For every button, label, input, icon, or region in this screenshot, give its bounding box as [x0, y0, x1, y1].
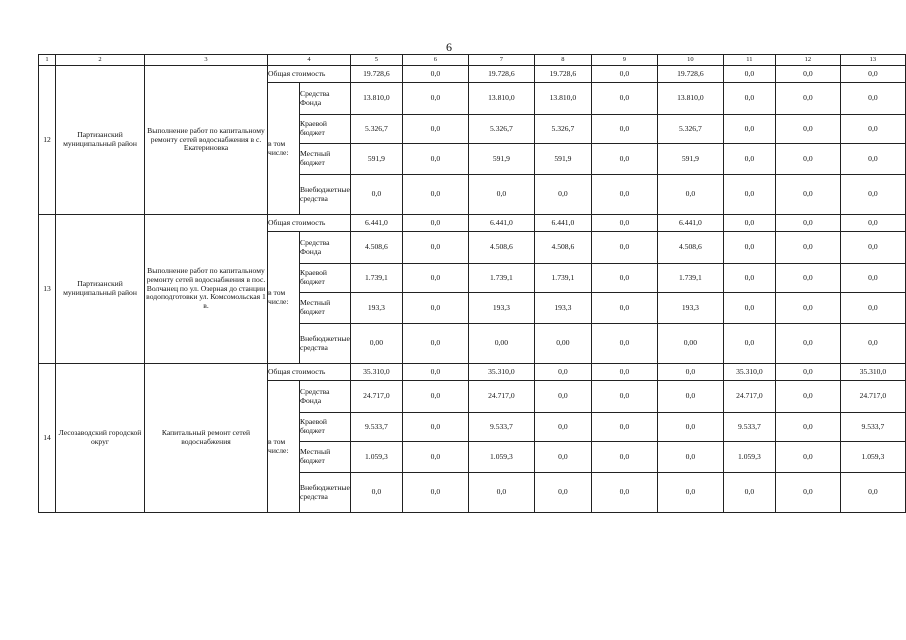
value-cell: 24.717,0	[350, 381, 402, 413]
header-cell: 12	[775, 55, 840, 66]
value-cell: 0,00	[350, 324, 402, 364]
value-cell: 0,0	[775, 83, 840, 115]
value-cell: 0,0	[723, 215, 775, 232]
value-cell: 0,0	[723, 264, 775, 293]
value-cell: 0,0	[723, 66, 775, 83]
value-cell: 1.059,3	[840, 442, 905, 473]
value-cell: 0,0	[534, 175, 591, 215]
row-number: 13	[39, 215, 56, 364]
source-label: Местный бюджет	[300, 442, 351, 473]
value-cell: 0,0	[534, 413, 591, 442]
value-cell: 0,0	[723, 293, 775, 324]
source-label: Краевой бюджет	[300, 115, 351, 144]
source-label: Внебюджетные средства	[300, 324, 351, 364]
value-cell: 4.508,6	[350, 232, 402, 264]
value-cell: 0,0	[402, 232, 468, 264]
value-cell: 591,9	[534, 144, 591, 175]
value-cell: 0,0	[402, 215, 468, 232]
value-cell: 0,0	[402, 175, 468, 215]
value-cell: 193,3	[468, 293, 534, 324]
value-cell: 0,0	[402, 293, 468, 324]
value-cell: 0,0	[840, 215, 905, 232]
value-cell: 0,0	[591, 264, 657, 293]
header-cell: 2	[56, 55, 145, 66]
value-cell: 4.508,6	[468, 232, 534, 264]
value-cell: 0,0	[591, 381, 657, 413]
value-cell: 0,0	[723, 115, 775, 144]
value-cell: 0,0	[657, 442, 723, 473]
value-cell: 9.533,7	[840, 413, 905, 442]
value-cell: 19.728,6	[534, 66, 591, 83]
value-cell: 0,0	[402, 364, 468, 381]
value-cell: 13.810,0	[468, 83, 534, 115]
value-cell: 0,0	[591, 473, 657, 513]
value-cell: 0,0	[723, 175, 775, 215]
value-cell: 4.508,6	[534, 232, 591, 264]
source-label: Средства Фонда	[300, 381, 351, 413]
municipality-name: Партизанский муниципальный район	[56, 66, 145, 215]
value-cell: 591,9	[350, 144, 402, 175]
value-cell: 0,0	[402, 324, 468, 364]
value-cell: 0,0	[402, 264, 468, 293]
header-cell: 10	[657, 55, 723, 66]
header-cell: 9	[591, 55, 657, 66]
value-cell: 24.717,0	[723, 381, 775, 413]
work-description: Выполнение работ по капитальному ремонту сетей водоснабжения в пос. Волчанец по ул. Озерная до станции водоподготовки ул. Комсомольская 1 в.	[145, 215, 268, 364]
value-cell: 6.441,0	[350, 215, 402, 232]
value-cell: 1.059,3	[723, 442, 775, 473]
value-cell: 0,0	[402, 473, 468, 513]
value-cell: 5.326,7	[657, 115, 723, 144]
value-cell: 0,0	[591, 175, 657, 215]
value-cell: 0,0	[534, 473, 591, 513]
value-cell: 0,0	[534, 442, 591, 473]
value-cell: 0,0	[840, 175, 905, 215]
header-cell: 8	[534, 55, 591, 66]
value-cell: 0,0	[840, 264, 905, 293]
value-cell: 0,0	[468, 175, 534, 215]
value-cell: 0,0	[723, 83, 775, 115]
value-cell: 0,0	[840, 293, 905, 324]
value-cell: 6.441,0	[468, 215, 534, 232]
including-label: в том числе:	[268, 381, 300, 513]
header-cell: 7	[468, 55, 534, 66]
value-cell: 5.326,7	[534, 115, 591, 144]
value-cell: 9.533,7	[350, 413, 402, 442]
value-cell: 0,0	[591, 413, 657, 442]
source-label: Местный бюджет	[300, 144, 351, 175]
value-cell: 0,0	[402, 83, 468, 115]
value-cell: 9.533,7	[723, 413, 775, 442]
value-cell: 0,0	[775, 175, 840, 215]
value-cell: 19.728,6	[657, 66, 723, 83]
value-cell: 0,0	[840, 232, 905, 264]
table-row	[39, 364, 906, 381]
value-cell: 1.739,1	[350, 264, 402, 293]
funding-table	[38, 54, 906, 513]
value-cell: 0,0	[775, 413, 840, 442]
value-cell: 0,0	[350, 473, 402, 513]
value-cell: 0,0	[591, 115, 657, 144]
value-cell: 0,0	[402, 66, 468, 83]
value-cell: 0,0	[657, 381, 723, 413]
total-cost-label: Общая стоимость	[268, 364, 351, 381]
value-cell: 0,0	[591, 144, 657, 175]
value-cell: 1.059,3	[350, 442, 402, 473]
value-cell: 193,3	[657, 293, 723, 324]
value-cell: 13.810,0	[350, 83, 402, 115]
header-row	[39, 55, 906, 66]
value-cell: 6.441,0	[657, 215, 723, 232]
value-cell: 0,0	[402, 115, 468, 144]
value-cell: 0,0	[840, 83, 905, 115]
source-label: Внебюджетные средства	[300, 473, 351, 513]
value-cell: 0,0	[775, 144, 840, 175]
value-cell: 0,0	[591, 215, 657, 232]
value-cell: 35.310,0	[350, 364, 402, 381]
table-row	[39, 66, 906, 83]
header-cell: 6	[402, 55, 468, 66]
value-cell: 0,0	[723, 144, 775, 175]
value-cell: 0,0	[775, 473, 840, 513]
value-cell: 13.810,0	[657, 83, 723, 115]
value-cell: 9.533,7	[468, 413, 534, 442]
value-cell: 0,0	[775, 115, 840, 144]
source-label: Краевой бюджет	[300, 413, 351, 442]
value-cell: 0,0	[534, 381, 591, 413]
value-cell: 1.059,3	[468, 442, 534, 473]
source-label: Краевой бюджет	[300, 264, 351, 293]
header-cell: 1	[39, 55, 56, 66]
header-cell: 3	[145, 55, 268, 66]
value-cell: 0,0	[657, 175, 723, 215]
value-cell: 35.310,0	[468, 364, 534, 381]
value-cell: 0,0	[591, 83, 657, 115]
row-number: 14	[39, 364, 56, 513]
value-cell: 0,0	[775, 381, 840, 413]
value-cell: 0,0	[723, 473, 775, 513]
value-cell: 6.441,0	[534, 215, 591, 232]
value-cell: 0,0	[350, 175, 402, 215]
value-cell: 0,0	[591, 232, 657, 264]
value-cell: 0,0	[591, 293, 657, 324]
value-cell: 1.739,1	[468, 264, 534, 293]
value-cell: 0,0	[840, 324, 905, 364]
source-label: Средства Фонда	[300, 83, 351, 115]
value-cell: 24.717,0	[468, 381, 534, 413]
page-number: 6	[446, 40, 452, 54]
source-label: Средства Фонда	[300, 232, 351, 264]
value-cell: 0,0	[775, 364, 840, 381]
source-label: Местный бюджет	[300, 293, 351, 324]
value-cell: 0,0	[591, 324, 657, 364]
value-cell: 0,0	[657, 473, 723, 513]
value-cell: 0,0	[840, 144, 905, 175]
value-cell: 0,0	[723, 232, 775, 264]
value-cell: 0,0	[775, 442, 840, 473]
value-cell: 0,00	[534, 324, 591, 364]
value-cell: 19.728,6	[350, 66, 402, 83]
value-cell: 0,0	[468, 473, 534, 513]
value-cell: 35.310,0	[723, 364, 775, 381]
value-cell: 0,0	[657, 413, 723, 442]
value-cell: 0,0	[402, 144, 468, 175]
value-cell: 24.717,0	[840, 381, 905, 413]
value-cell: 5.326,7	[350, 115, 402, 144]
value-cell: 0,0	[402, 381, 468, 413]
value-cell: 0,0	[840, 473, 905, 513]
source-label: Внебюджетные средства	[300, 175, 351, 215]
value-cell: 5.326,7	[468, 115, 534, 144]
total-cost-label: Общая стоимость	[268, 215, 351, 232]
value-cell: 0,0	[402, 413, 468, 442]
value-cell: 0,0	[657, 364, 723, 381]
value-cell: 0,00	[657, 324, 723, 364]
header-cell: 4	[268, 55, 351, 66]
value-cell: 1.739,1	[657, 264, 723, 293]
value-cell: 591,9	[657, 144, 723, 175]
value-cell: 0,0	[775, 215, 840, 232]
work-description: Выполнение работ по капитальному ремонту сетей водоснабжения в с. Екатериновка	[145, 66, 268, 215]
value-cell: 0,0	[402, 442, 468, 473]
value-cell: 19.728,6	[468, 66, 534, 83]
header-cell: 5	[350, 55, 402, 66]
value-cell: 1.739,1	[534, 264, 591, 293]
table-body	[39, 55, 906, 513]
including-label: в том числе:	[268, 83, 300, 215]
header-cell: 13	[840, 55, 905, 66]
value-cell: 0,0	[775, 232, 840, 264]
value-cell: 0,0	[723, 324, 775, 364]
value-cell: 0,0	[775, 324, 840, 364]
header-cell: 11	[723, 55, 775, 66]
value-cell: 193,3	[534, 293, 591, 324]
including-label: в том числе:	[268, 232, 300, 364]
total-cost-label: Общая стоимость	[268, 66, 351, 83]
municipality-name: Партизанский муниципальный район	[56, 215, 145, 364]
value-cell: 4.508,6	[657, 232, 723, 264]
value-cell: 0,0	[775, 264, 840, 293]
table-row	[39, 215, 906, 232]
value-cell: 591,9	[468, 144, 534, 175]
value-cell: 0,0	[534, 364, 591, 381]
value-cell: 0,0	[591, 364, 657, 381]
value-cell: 0,0	[775, 66, 840, 83]
value-cell: 193,3	[350, 293, 402, 324]
value-cell: 35.310,0	[840, 364, 905, 381]
value-cell: 0,0	[840, 66, 905, 83]
value-cell: 13.810,0	[534, 83, 591, 115]
work-description: Капитальный ремонт сетей водоснабжения	[145, 364, 268, 513]
value-cell: 0,0	[775, 293, 840, 324]
value-cell: 0,0	[840, 115, 905, 144]
value-cell: 0,0	[591, 66, 657, 83]
municipality-name: Лесозаводский городской округ	[56, 364, 145, 513]
row-number: 12	[39, 66, 56, 215]
value-cell: 0,00	[468, 324, 534, 364]
value-cell: 0,0	[591, 442, 657, 473]
